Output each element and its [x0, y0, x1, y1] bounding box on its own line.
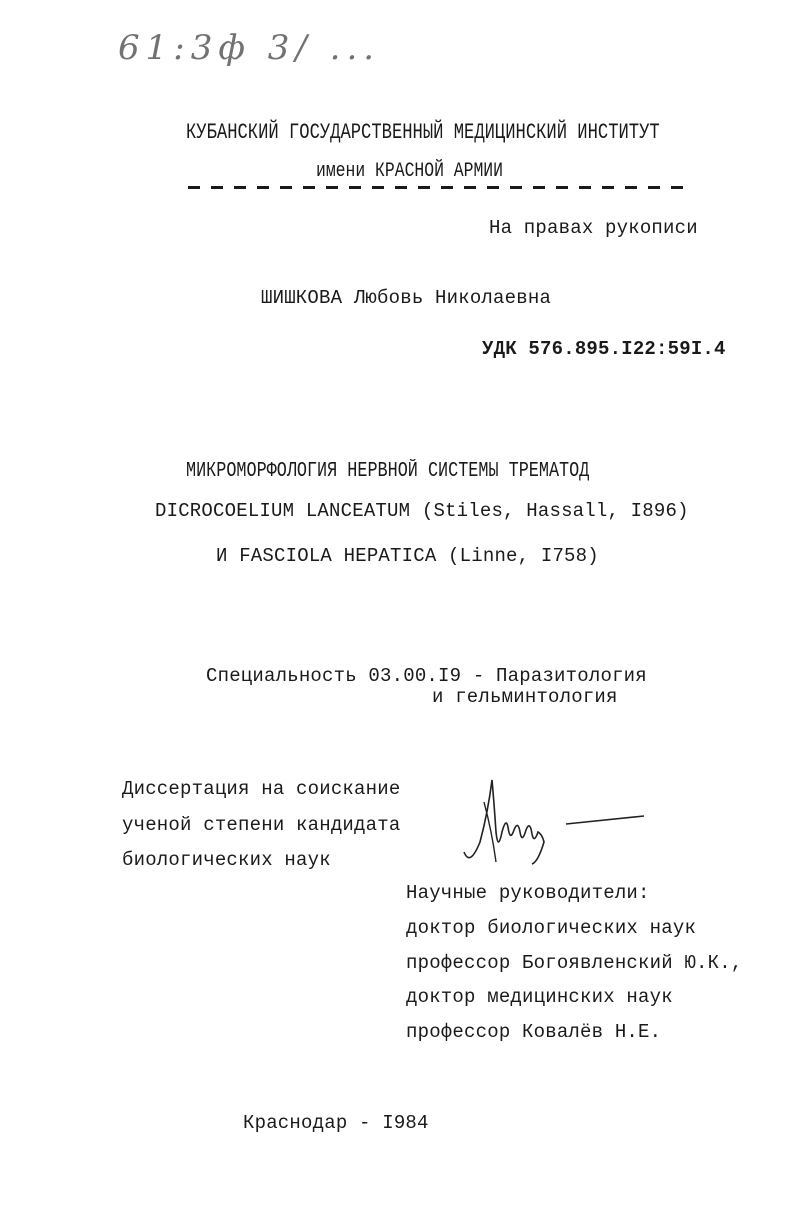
specialty-line2: и гельминтология — [432, 686, 618, 708]
supervisor-line: профессор Богоявленский Ю.К., — [406, 952, 743, 974]
signature — [458, 772, 648, 872]
dissertation-line1: Диссертация на соискание — [122, 778, 401, 800]
manuscript-rights: На правах рукописи — [489, 217, 698, 239]
supervisor-line: доктор медицинских наук — [406, 986, 673, 1008]
signature-icon — [458, 772, 648, 872]
institute-subtitle: имени КРАСНОЙ АРМИИ — [316, 160, 503, 183]
dissertation-line2: ученой степени кандидата — [122, 814, 401, 836]
supervisor-line: профессор Ковалёв Н.Е. — [406, 1021, 662, 1043]
supervisors-heading: Научные руководители: — [406, 882, 650, 904]
udc-code: УДК 576.895.I22:59I.4 — [482, 338, 726, 360]
supervisor-line: доктор биологических наук — [406, 917, 697, 939]
institute-name: КУБАНСКИЙ ГОСУДАРСТВЕННЫЙ МЕДИЦИНСКИЙ ИНСТИТУТ — [186, 120, 660, 145]
city-year: Краснодар - I984 — [243, 1112, 429, 1134]
handwritten-archive-note: 61:3ф 3/ ... — [118, 28, 381, 68]
dissertation-line3: биологических наук — [122, 849, 331, 871]
author-name: ШИШКОВА Любовь Николаевна — [261, 287, 552, 309]
thesis-title-line3: И FASCIOLA HEPATICA (Linne, I758) — [216, 545, 599, 567]
thesis-title-line1: МИКРОМОРФОЛОГИЯ НЕРВНОЙ СИСТЕМЫ ТРЕМАТОД — [186, 460, 590, 483]
dashed-rule — [188, 186, 684, 189]
thesis-title-line2: DICROCOELIUM LANCEATUM (Stiles, Hassall, I896) — [155, 500, 689, 522]
specialty-line1: Специальность 03.00.I9 - Паразитология — [206, 665, 647, 687]
